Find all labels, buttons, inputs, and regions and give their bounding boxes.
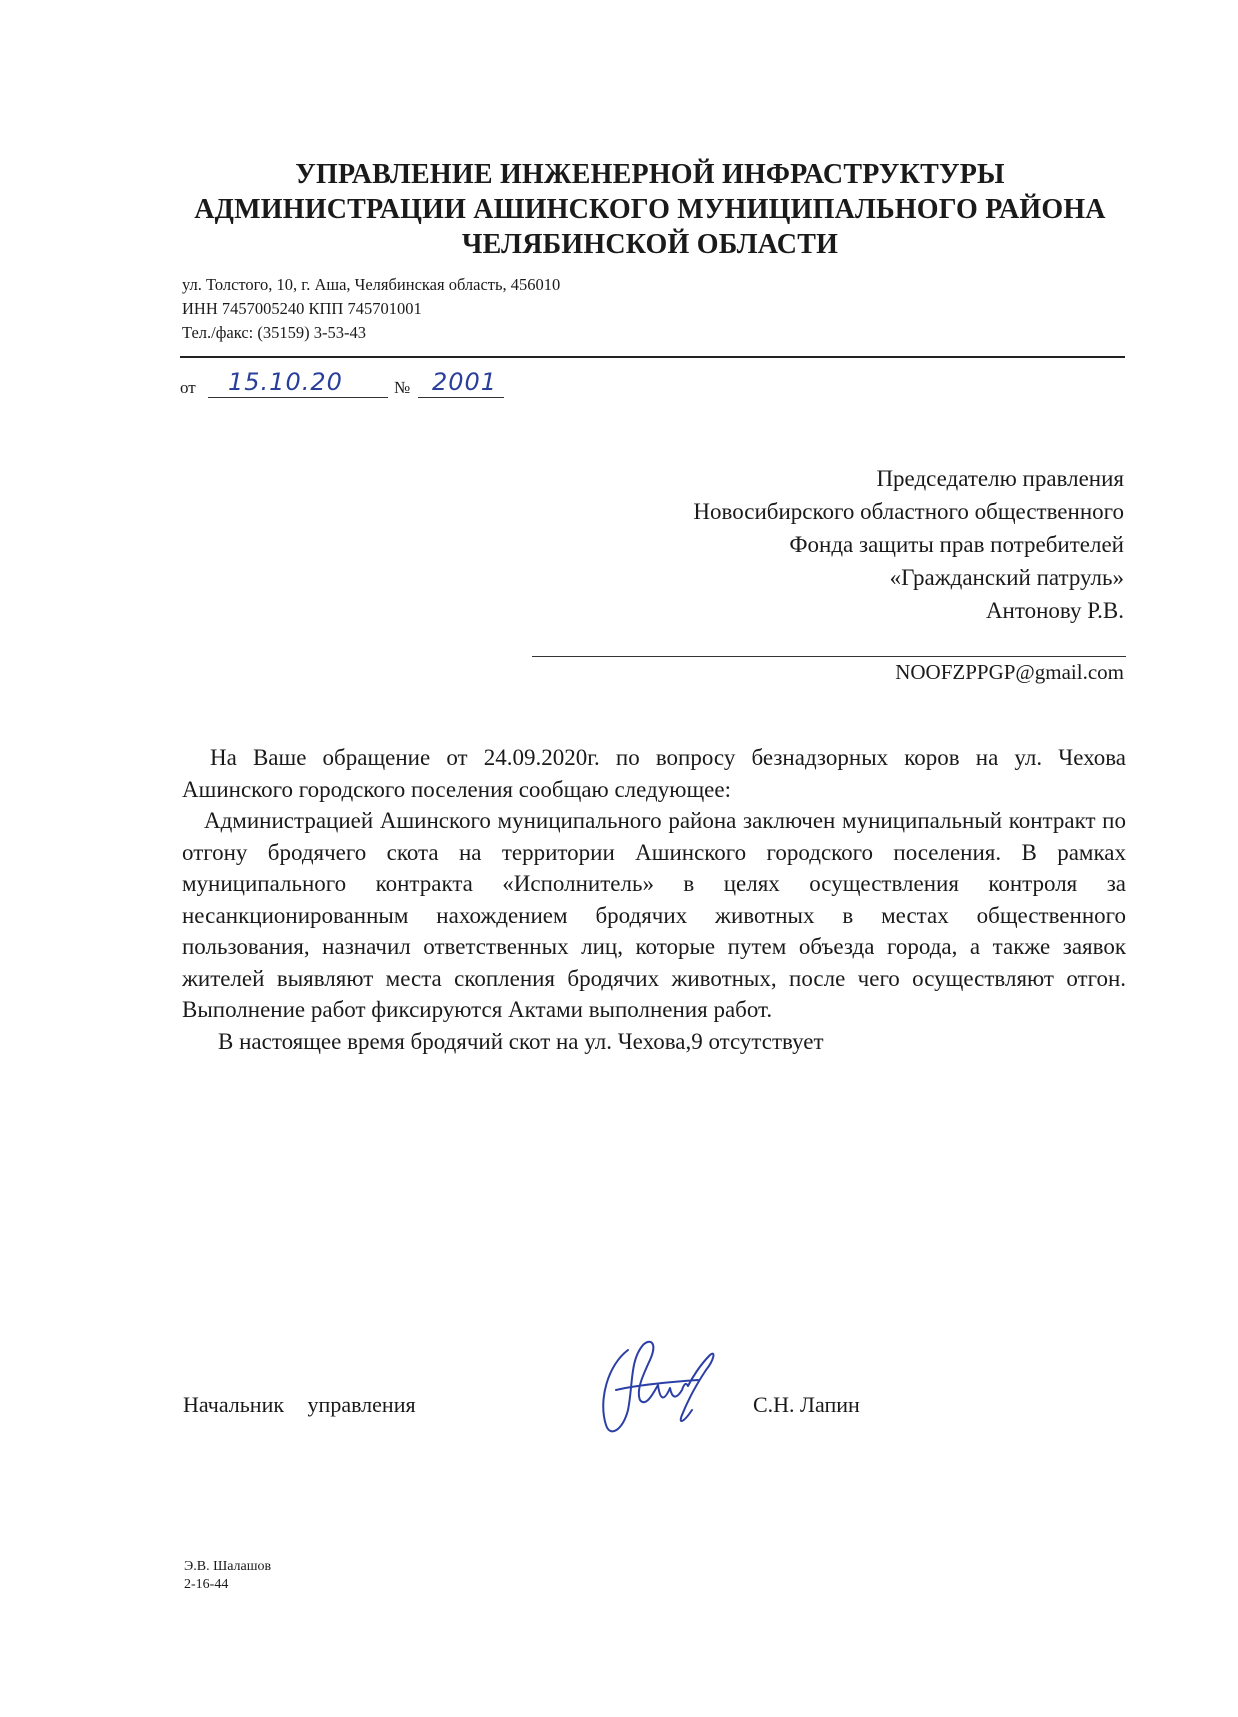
number-label: №	[394, 378, 411, 397]
addressee-line-4: «Гражданский патруль»	[889, 565, 1124, 590]
addressee-underline	[532, 656, 1126, 657]
header-divider	[180, 356, 1125, 358]
organization-phone: Тел./факс: (35159) 3-53-43	[182, 323, 366, 342]
signature-row	[183, 1392, 1123, 1432]
letterhead-line-2: АДМИНИСТРАЦИИ АШИНСКОГО МУНИЦИПАЛЬНОГО РАЙОНА	[194, 194, 1106, 225]
letterhead-line-1: УПРАВЛЕНИЕ ИНЖЕНЕРНОЙ ИНФРАСТРУКТУРЫ	[295, 159, 1005, 190]
organization-requisites	[182, 273, 560, 345]
signer-name: С.Н. Лапин	[753, 1392, 860, 1417]
addressee-line-2: Новосибирского областного общественного	[693, 499, 1124, 524]
letterhead-line-3: ЧЕЛЯБИНСКОЙ ОБЛАСТИ	[461, 229, 839, 260]
addressee-line-1: Председателю правления	[876, 466, 1124, 491]
signer-role: Начальник управления	[183, 1392, 416, 1417]
body-paragraph-3: В настоящее время бродячий скот на ул. Чехова,9 отсутствует	[218, 1028, 824, 1054]
organization-address: ул. Толстого, 10, г. Аша, Челябинская область, 456010	[182, 275, 561, 294]
body-paragraph-2: Администрацией Ашинского муниципального района заключен муниципальный контракт по отгону бродячего скота на территории Ашинского городского поселения. В рамках муниципального контракта «Исполнитель» в целях осуществления контроля за несанкционированным нахождением бродячих животных в местах общественного пользования, назначил ответственных лиц, которые путем объезда города, а также заявок жителей выявляют места скопления бродячих животных, после чего осуществляют отгон. Выполнение работ фиксируются Актами выполнения работ.	[182, 808, 1126, 1022]
addressee-email: NOOFZPPGP@gmail.com	[895, 660, 1124, 684]
letter-body	[182, 742, 1126, 1057]
addressee-line-3: Фонда защиты прав потребителей	[789, 532, 1124, 557]
executor-name: Э.В. Шалашов	[184, 1559, 272, 1574]
organization-inn-kpp: ИНН 7457005240 КПП 745701001	[182, 299, 422, 318]
executor-phone: 2-16-44	[184, 1577, 229, 1592]
addressee-block	[693, 462, 1124, 627]
addressee-line-5: Антонову Р.В.	[985, 598, 1124, 623]
letterhead	[180, 157, 1120, 262]
executor-footer	[184, 1558, 271, 1594]
date-handwritten: 15.10.20	[228, 368, 343, 396]
body-paragraph-1: На Ваше обращение от 24.09.2020г. по вопросу безнадзорных коров на ул. Чехова Ашинского городского поселения сообщаю следующее:	[182, 745, 1126, 802]
date-label: от	[180, 378, 196, 397]
number-handwritten: 2001	[432, 368, 498, 396]
